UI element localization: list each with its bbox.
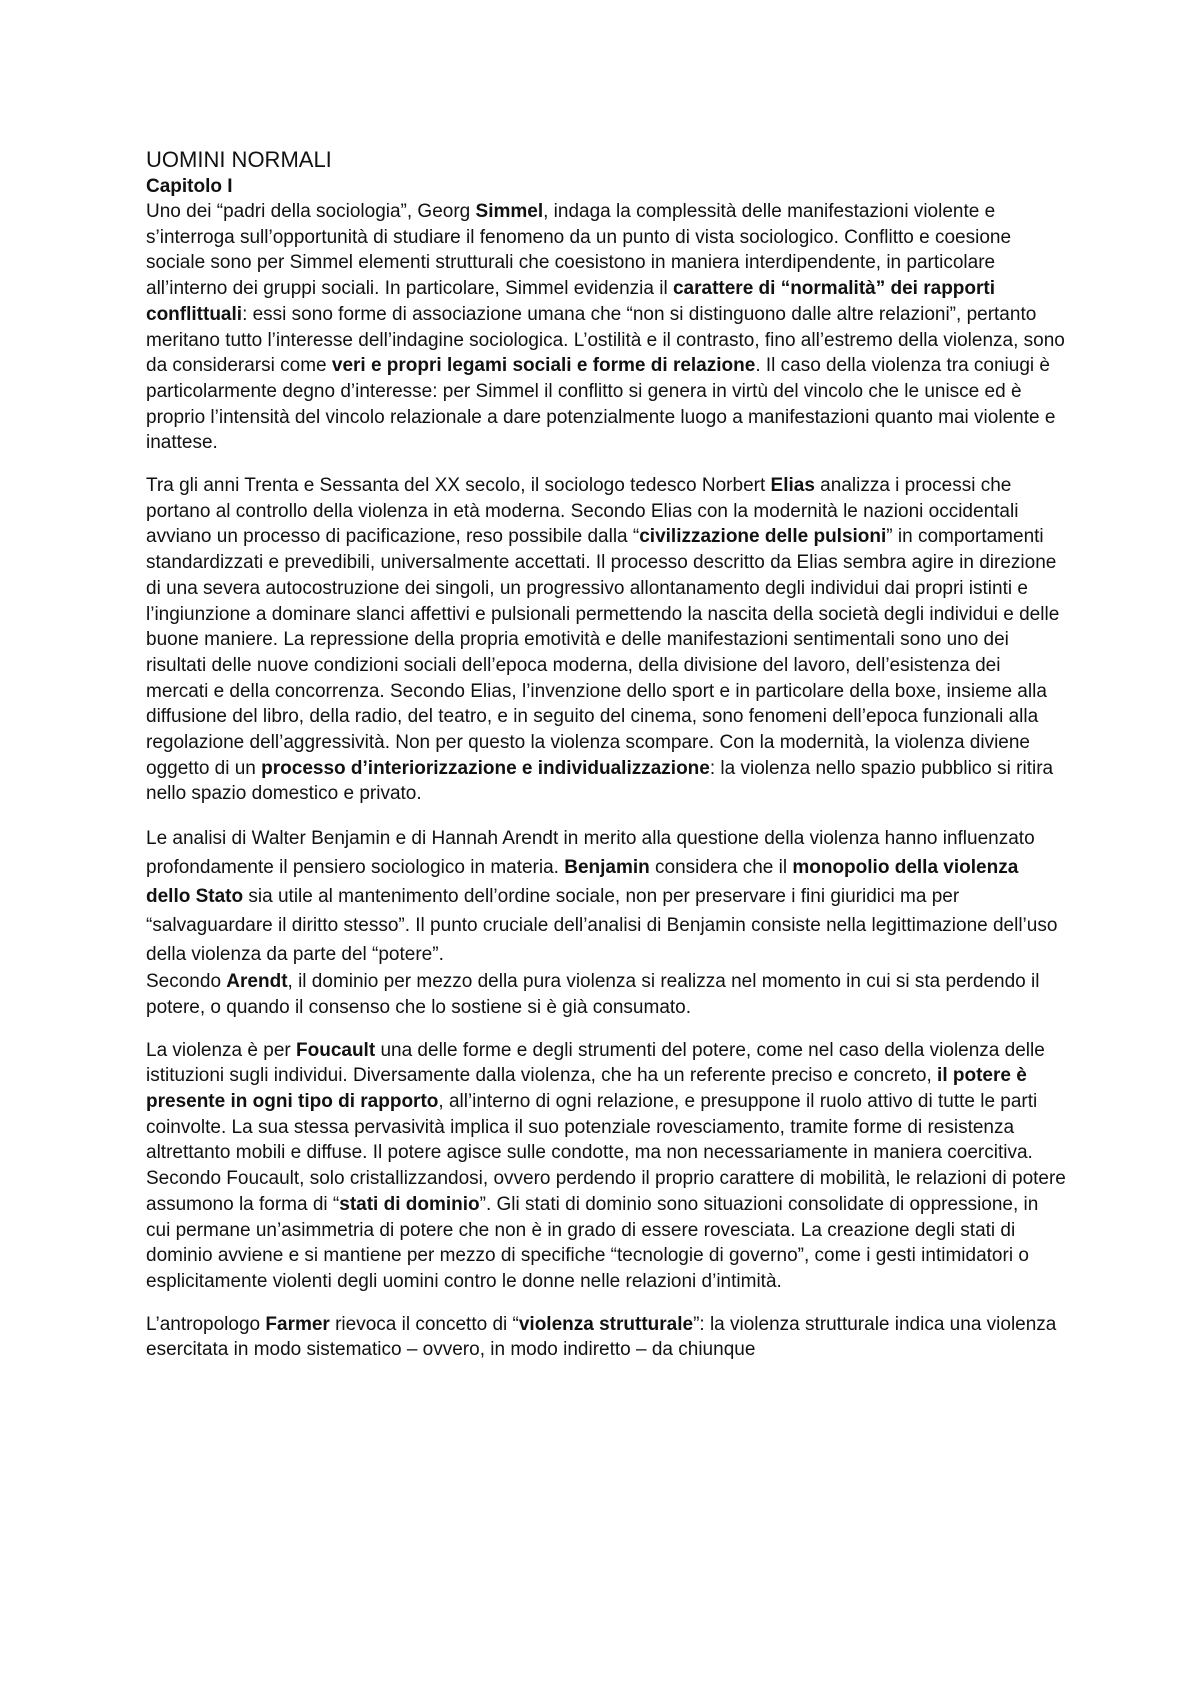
text-run: Uno dei “padri della sociologia”, Georg [146,201,476,222]
bold-term: monopolio della violenza dello Stato [146,857,1019,908]
document-body [146,146,1066,1380]
bold-term: carattere di “normalità” dei rapporti conflittuali [146,278,996,325]
chapter-heading: Capitolo I [146,176,233,197]
text-run: Le analisi di Walter Benjamin e di Hannah Arendt in merito alla questione della violenza hanno influenzato profondamente il pensiero sociologico in materia. [146,828,1035,879]
bold-term: civilizzazione delle pulsioni [639,526,887,548]
bold-term: processo d’interiorizzazione e individualizzazione [261,757,710,779]
bold-term: Benjamin [564,857,650,879]
text-run: , all’interno di ogni relazione, e presuppone il ruolo attivo di tutte le parti coinvolte. La sua stessa pervasività implica il suo potenziale rovesciamento, tramite forme di resistenza altrettanto mobili e diffuse. Il potere agisce sulle condotte, ma non necessariamente in maniera coercitiva. Secondo Foucault, solo cristallizzandosi, ovvero perdendo il proprio carattere di mobilità, le relazioni di potere assumono la forma di “ [146,1090,1066,1215]
paragraph-foucault [146,1038,1066,1295]
paragraph-elias [146,473,1066,807]
text-run: analizza i processi che portano al controllo della violenza in età moderna. Secondo Elias con la modernità le nazioni occidentali avviano un processo di pacificazione, reso possibile dalla “ [146,475,1019,548]
text-run: ”: la violenza strutturale indica una violenza esercitata in modo sistematico – ovvero, in modo indiretto – da chiunque [146,1313,1057,1361]
text-run: sia utile al mantenimento dell’ordine sociale, non per preservare i fini giuridici ma per “salvaguardare il diritto stesso”. Il punto cruciale dell’analisi di Benjamin consiste nella legittimazione dell’uso della violenza da parte del “potere”. [146,886,1058,966]
text-run: considera che il [649,857,793,879]
paragraph-simmel [146,199,1066,456]
text-run: : essi sono forme di associazione umana che “non si distinguono dalle altre relazioni”, pertanto meritano tutto l’interesse dell’indagine sociologica. L’ostilità e il contrasto, fino all’estremo della violenza, sono da considerarsi come [146,303,1065,377]
paragraph-benjamin [146,824,1066,969]
bold-term: Farmer [265,1313,330,1335]
text-run: La violenza è per [146,1039,296,1061]
bold-term: Elias [770,475,815,497]
bold-term: Foucault [296,1039,376,1061]
bold-term: violenza strutturale [518,1313,694,1335]
bold-term: stati di dominio [339,1193,480,1215]
text-run: , il dominio per mezzo della pura violenza si realizza nel momento in cui si sta perdendo il potere, o quando il consenso che lo sostiene si è già consumato. [146,971,1040,1018]
text-run: . Il caso della violenza tra coniugi è particolarmente degno d’interesse: per Simmel il conflitto si genera in virtù del vincolo che le unisce ed è proprio l’intensità del vincolo relazionale a dare potenzialmente luogo a manifestazioni quanto mai violente e inattese. [146,355,1056,454]
paragraph-arendt [146,969,1066,1020]
text-run: , indaga la complessità delle manifestazioni violente e s’interroga sull’opportunità di studiare il fenomeno da un punto di vista sociologico. Conflitto e coesione sociale sono per Simmel elementi strutturali che coesistono in maniera interdipendente, in particolare all’interno dei gruppi sociali. In particolare, Simmel evidenzia il [146,201,1012,300]
text-run: Secondo [146,971,227,993]
text-run: una delle forme e degli strumenti del potere, come nel caso della violenza delle istituzioni sugli individui. Diversamente dalla violenza, che ha un referente preciso e concreto, [146,1039,1045,1087]
bold-term: Arendt [226,971,288,993]
text-run: L’antropologo [146,1313,266,1335]
text-run: ”. Gli stati di dominio sono situazioni consolidate di oppressione, in cui permane un’asimmetria di potere che non è in grado di essere rovesciata. La creazione degli stati di dominio avviene e si mantiene per mezzo di specifiche “tecnologie di governo”, come i gesti intimidatori o esplicitamente violenti degli uomini contro le donne nelle relazioni d’intimità. [146,1193,1039,1292]
paragraph-farmer [146,1312,1066,1363]
text-run: ” in comportamenti standardizzati e prevedibili, universalmente accettati. Il processo descritto da Elias sembra agire in direzione di una severa autocostruzione dei singoli, un progressivo allontanamento degli individui dai propri istinti e l’ingiunzione a dominare slanci affettivi e pulsionali permettendo la nascita della società degli individui e delle buone maniere. La repressione della propria emotività e delle manifestazioni sentimentali sono uno dei risultati delle nuove condizioni sociali dell’epoca moderna, della divisione del lavoro, dell’esistenza dei mercati e della concorrenza. Secondo Elias, l’invenzione dello sport e in particolare della boxe, insieme alla diffusione del libro, della radio, del teatro, e in seguito del cinema, sono fenomeni dell’epoca funzionali alla regolazione dell’aggressività. Non per questo la violenza scompare. Con la modernità, la violenza diviene oggetto di un [146,526,1060,779]
text-run: rievoca il concetto di “ [329,1313,519,1335]
document-title: UOMINI NORMALI [146,147,332,172]
bold-term: Simmel [475,201,544,222]
bold-term: il potere è presente in ogni tipo di rapporto [146,1065,1027,1112]
bold-term: veri e propri legami sociali e forme di relazione [331,355,756,377]
text-run: : la violenza nello spazio pubblico si ritira nello spazio domestico e privato. [146,757,1054,805]
text-run: Tra gli anni Trenta e Sessanta del XX secolo, il sociologo tedesco Norbert [146,475,771,497]
